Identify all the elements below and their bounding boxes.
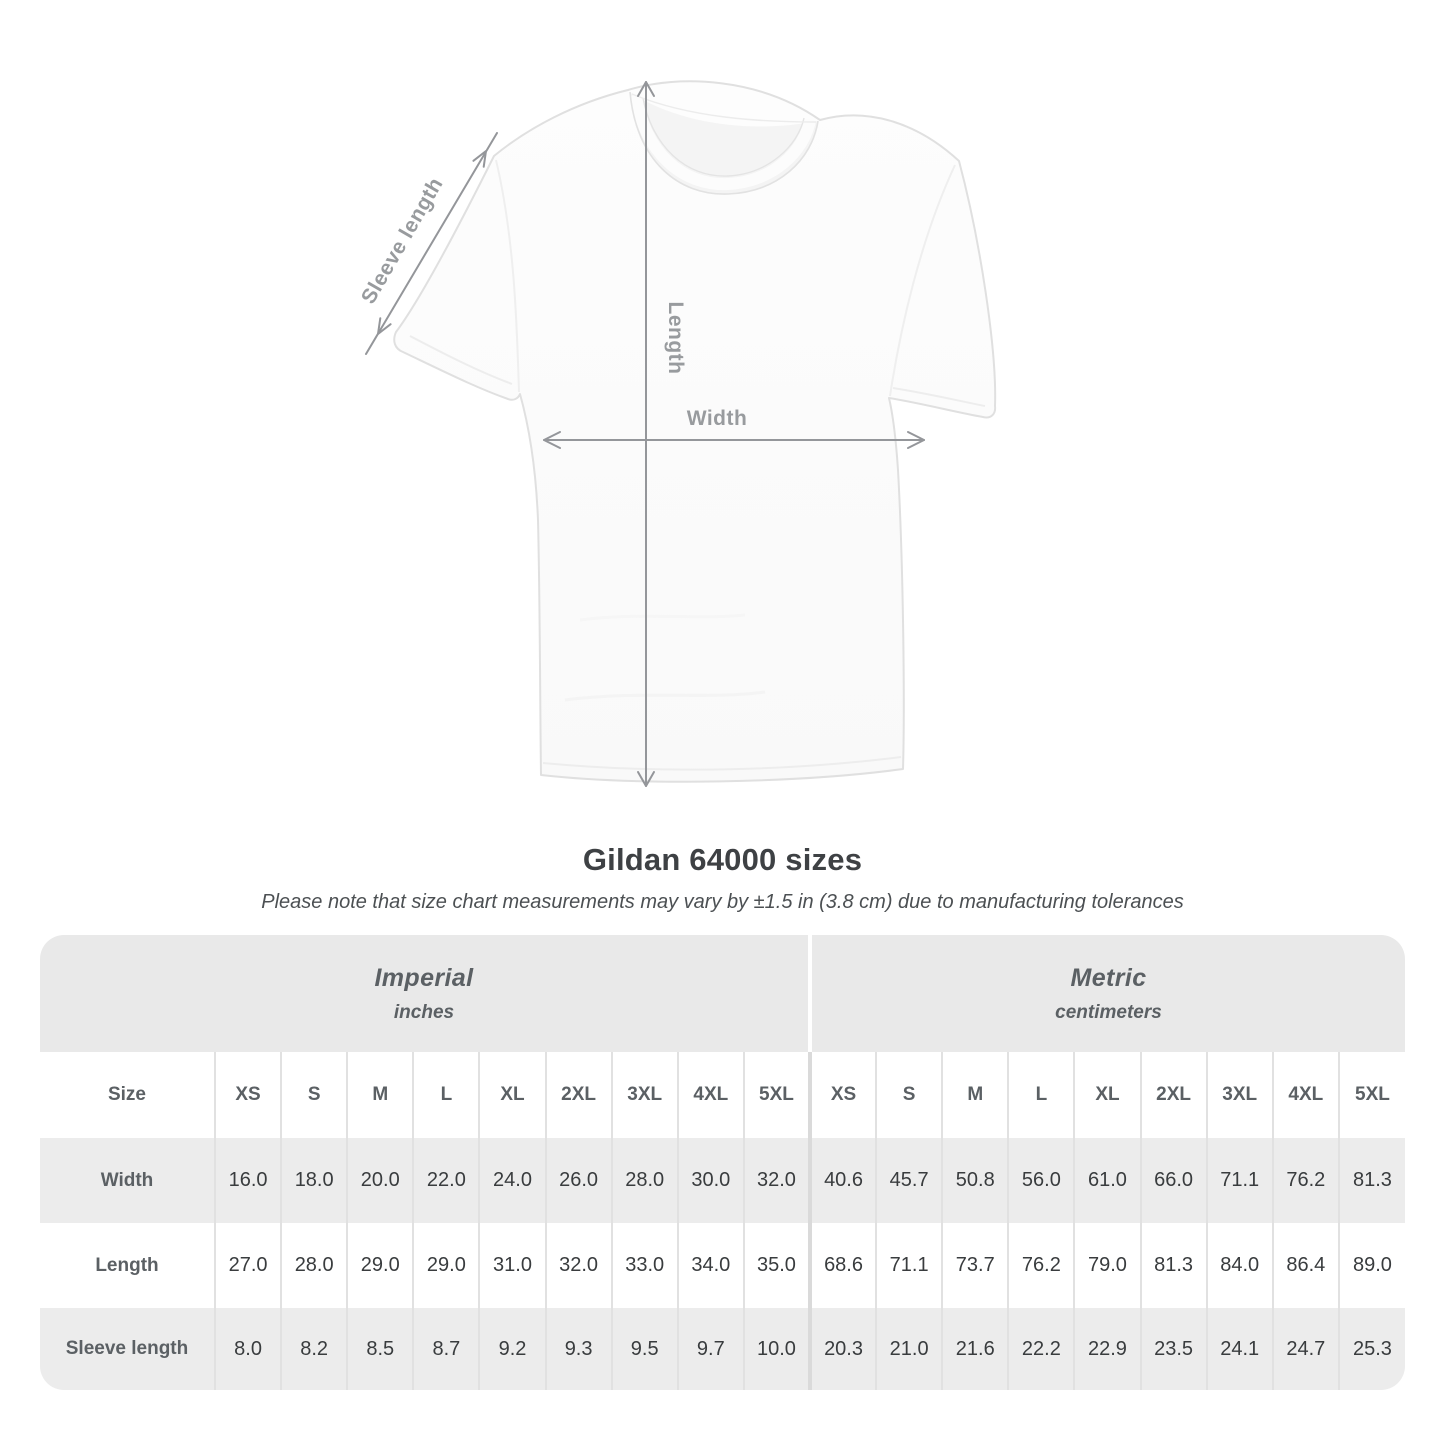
size-table bbox=[40, 935, 1405, 1390]
sleeve-metric-2xl: 23.5 bbox=[1141, 1308, 1207, 1390]
size-header-metric-4xl: 4XL bbox=[1273, 1052, 1339, 1138]
length-metric-l: 76.2 bbox=[1008, 1223, 1074, 1308]
length-imperial-xl: 31.0 bbox=[479, 1223, 545, 1308]
size-header-imperial-s: S bbox=[281, 1052, 347, 1138]
width-metric-4xl: 76.2 bbox=[1273, 1138, 1339, 1223]
width-metric-2xl: 66.0 bbox=[1141, 1138, 1207, 1223]
size-header-row bbox=[40, 1052, 1405, 1138]
width-imperial-m: 20.0 bbox=[347, 1138, 413, 1223]
size-table-card bbox=[40, 935, 1405, 1390]
size-header-imperial-4xl: 4XL bbox=[678, 1052, 744, 1138]
length-metric-3xl: 84.0 bbox=[1207, 1223, 1273, 1308]
size-header-metric-s: S bbox=[876, 1052, 942, 1138]
size-header-imperial-xl: XL bbox=[479, 1052, 545, 1138]
sleeve-metric-5xl: 25.3 bbox=[1339, 1308, 1405, 1390]
sleeve-length-label: Sleeve length bbox=[356, 173, 448, 308]
size-header-metric-xs: XS bbox=[810, 1052, 876, 1138]
size-header-imperial-5xl: 5XL bbox=[744, 1052, 810, 1138]
length-imperial-xs: 27.0 bbox=[215, 1223, 281, 1308]
sleeve-metric-4xl: 24.7 bbox=[1273, 1308, 1339, 1390]
width-imperial-2xl: 26.0 bbox=[546, 1138, 612, 1223]
width-label: Width bbox=[686, 407, 748, 430]
length-imperial-3xl: 33.0 bbox=[612, 1223, 678, 1308]
width-imperial-4xl: 30.0 bbox=[678, 1138, 744, 1223]
size-header-metric-xl: XL bbox=[1074, 1052, 1140, 1138]
length-imperial-4xl: 34.0 bbox=[678, 1223, 744, 1308]
width-imperial-3xl: 28.0 bbox=[612, 1138, 678, 1223]
length-imperial-s: 28.0 bbox=[281, 1223, 347, 1308]
length-metric-2xl: 81.3 bbox=[1141, 1223, 1207, 1308]
sleeve-imperial-2xl: 9.3 bbox=[546, 1308, 612, 1390]
sleeve-imperial-3xl: 9.5 bbox=[612, 1308, 678, 1390]
width-imperial-s: 18.0 bbox=[281, 1138, 347, 1223]
size-header-imperial-2xl: 2XL bbox=[546, 1052, 612, 1138]
length-imperial-m: 29.0 bbox=[347, 1223, 413, 1308]
sleeve-metric-l: 22.2 bbox=[1008, 1308, 1074, 1390]
imperial-header-cell bbox=[40, 935, 810, 1052]
unit-header-row bbox=[40, 935, 1405, 1052]
width-metric-xs: 40.6 bbox=[810, 1138, 876, 1223]
size-header-metric-3xl: 3XL bbox=[1207, 1052, 1273, 1138]
width-imperial-xs: 16.0 bbox=[215, 1138, 281, 1223]
metric-header-title: Metric bbox=[1070, 963, 1147, 992]
metric-header-cell bbox=[810, 935, 1405, 1052]
sleeve-metric-xl: 22.9 bbox=[1074, 1308, 1140, 1390]
length-metric-m: 73.7 bbox=[942, 1223, 1008, 1308]
tolerance-note: Please note that size chart measurements may vary by ±1.5 in (3.8 cm) due to manufacturing tolerances bbox=[261, 891, 1184, 913]
sleeve-imperial-s: 8.2 bbox=[281, 1308, 347, 1390]
size-header-metric-5xl: 5XL bbox=[1339, 1052, 1405, 1138]
width-metric-s: 45.7 bbox=[876, 1138, 942, 1223]
length-metric-5xl: 89.0 bbox=[1339, 1223, 1405, 1308]
width-metric-xl: 61.0 bbox=[1074, 1138, 1140, 1223]
length-metric-xs: 68.6 bbox=[810, 1223, 876, 1308]
sleeve-metric-3xl: 24.1 bbox=[1207, 1308, 1273, 1390]
width-metric-3xl: 71.1 bbox=[1207, 1138, 1273, 1223]
length-imperial-l: 29.0 bbox=[413, 1223, 479, 1308]
size-header-metric-2xl: 2XL bbox=[1141, 1052, 1207, 1138]
length-label: Length bbox=[664, 301, 687, 375]
width-metric-5xl: 81.3 bbox=[1339, 1138, 1405, 1223]
width-imperial-5xl: 32.0 bbox=[744, 1138, 810, 1223]
width-imperial-xl: 24.0 bbox=[479, 1138, 545, 1223]
sleeve-imperial-m: 8.5 bbox=[347, 1308, 413, 1390]
row-label-sleeve-length: Sleeve length bbox=[40, 1308, 215, 1390]
sleeve-metric-m: 21.6 bbox=[942, 1308, 1008, 1390]
row-label-width: Width bbox=[40, 1138, 215, 1223]
size-header-imperial-xs: XS bbox=[215, 1052, 281, 1138]
heading bbox=[0, 842, 1445, 914]
sleeve-imperial-xs: 8.0 bbox=[215, 1308, 281, 1390]
width-imperial-l: 22.0 bbox=[413, 1138, 479, 1223]
metric-header-unit: centimeters bbox=[1055, 1001, 1162, 1023]
width-row bbox=[40, 1138, 1405, 1223]
size-header-imperial-3xl: 3XL bbox=[612, 1052, 678, 1138]
imperial-header-title: Imperial bbox=[374, 963, 474, 992]
sleeve-metric-xs: 20.3 bbox=[810, 1308, 876, 1390]
sleeve-length-row bbox=[40, 1308, 1405, 1390]
sleeve-imperial-5xl: 10.0 bbox=[744, 1308, 810, 1390]
length-metric-xl: 79.0 bbox=[1074, 1223, 1140, 1308]
sleeve-imperial-l: 8.7 bbox=[413, 1308, 479, 1390]
length-imperial-2xl: 32.0 bbox=[546, 1223, 612, 1308]
sleeve-imperial-xl: 9.2 bbox=[479, 1308, 545, 1390]
size-header-imperial-m: M bbox=[347, 1052, 413, 1138]
sleeve-imperial-4xl: 9.7 bbox=[678, 1308, 744, 1390]
size-header-imperial-l: L bbox=[413, 1052, 479, 1138]
length-metric-4xl: 86.4 bbox=[1273, 1223, 1339, 1308]
row-label-length: Length bbox=[40, 1223, 215, 1308]
length-metric-s: 71.1 bbox=[876, 1223, 942, 1308]
size-column-header: Size bbox=[40, 1052, 215, 1138]
length-imperial-5xl: 35.0 bbox=[744, 1223, 810, 1308]
page-title: Gildan 64000 sizes bbox=[582, 842, 863, 877]
sleeve-metric-s: 21.0 bbox=[876, 1308, 942, 1390]
length-row bbox=[40, 1223, 1405, 1308]
size-header-metric-m: M bbox=[942, 1052, 1008, 1138]
width-metric-l: 56.0 bbox=[1008, 1138, 1074, 1223]
imperial-header-unit: inches bbox=[393, 1001, 455, 1023]
size-header-metric-l: L bbox=[1008, 1052, 1074, 1138]
tshirt-image bbox=[394, 81, 995, 781]
width-metric-m: 50.8 bbox=[942, 1138, 1008, 1223]
